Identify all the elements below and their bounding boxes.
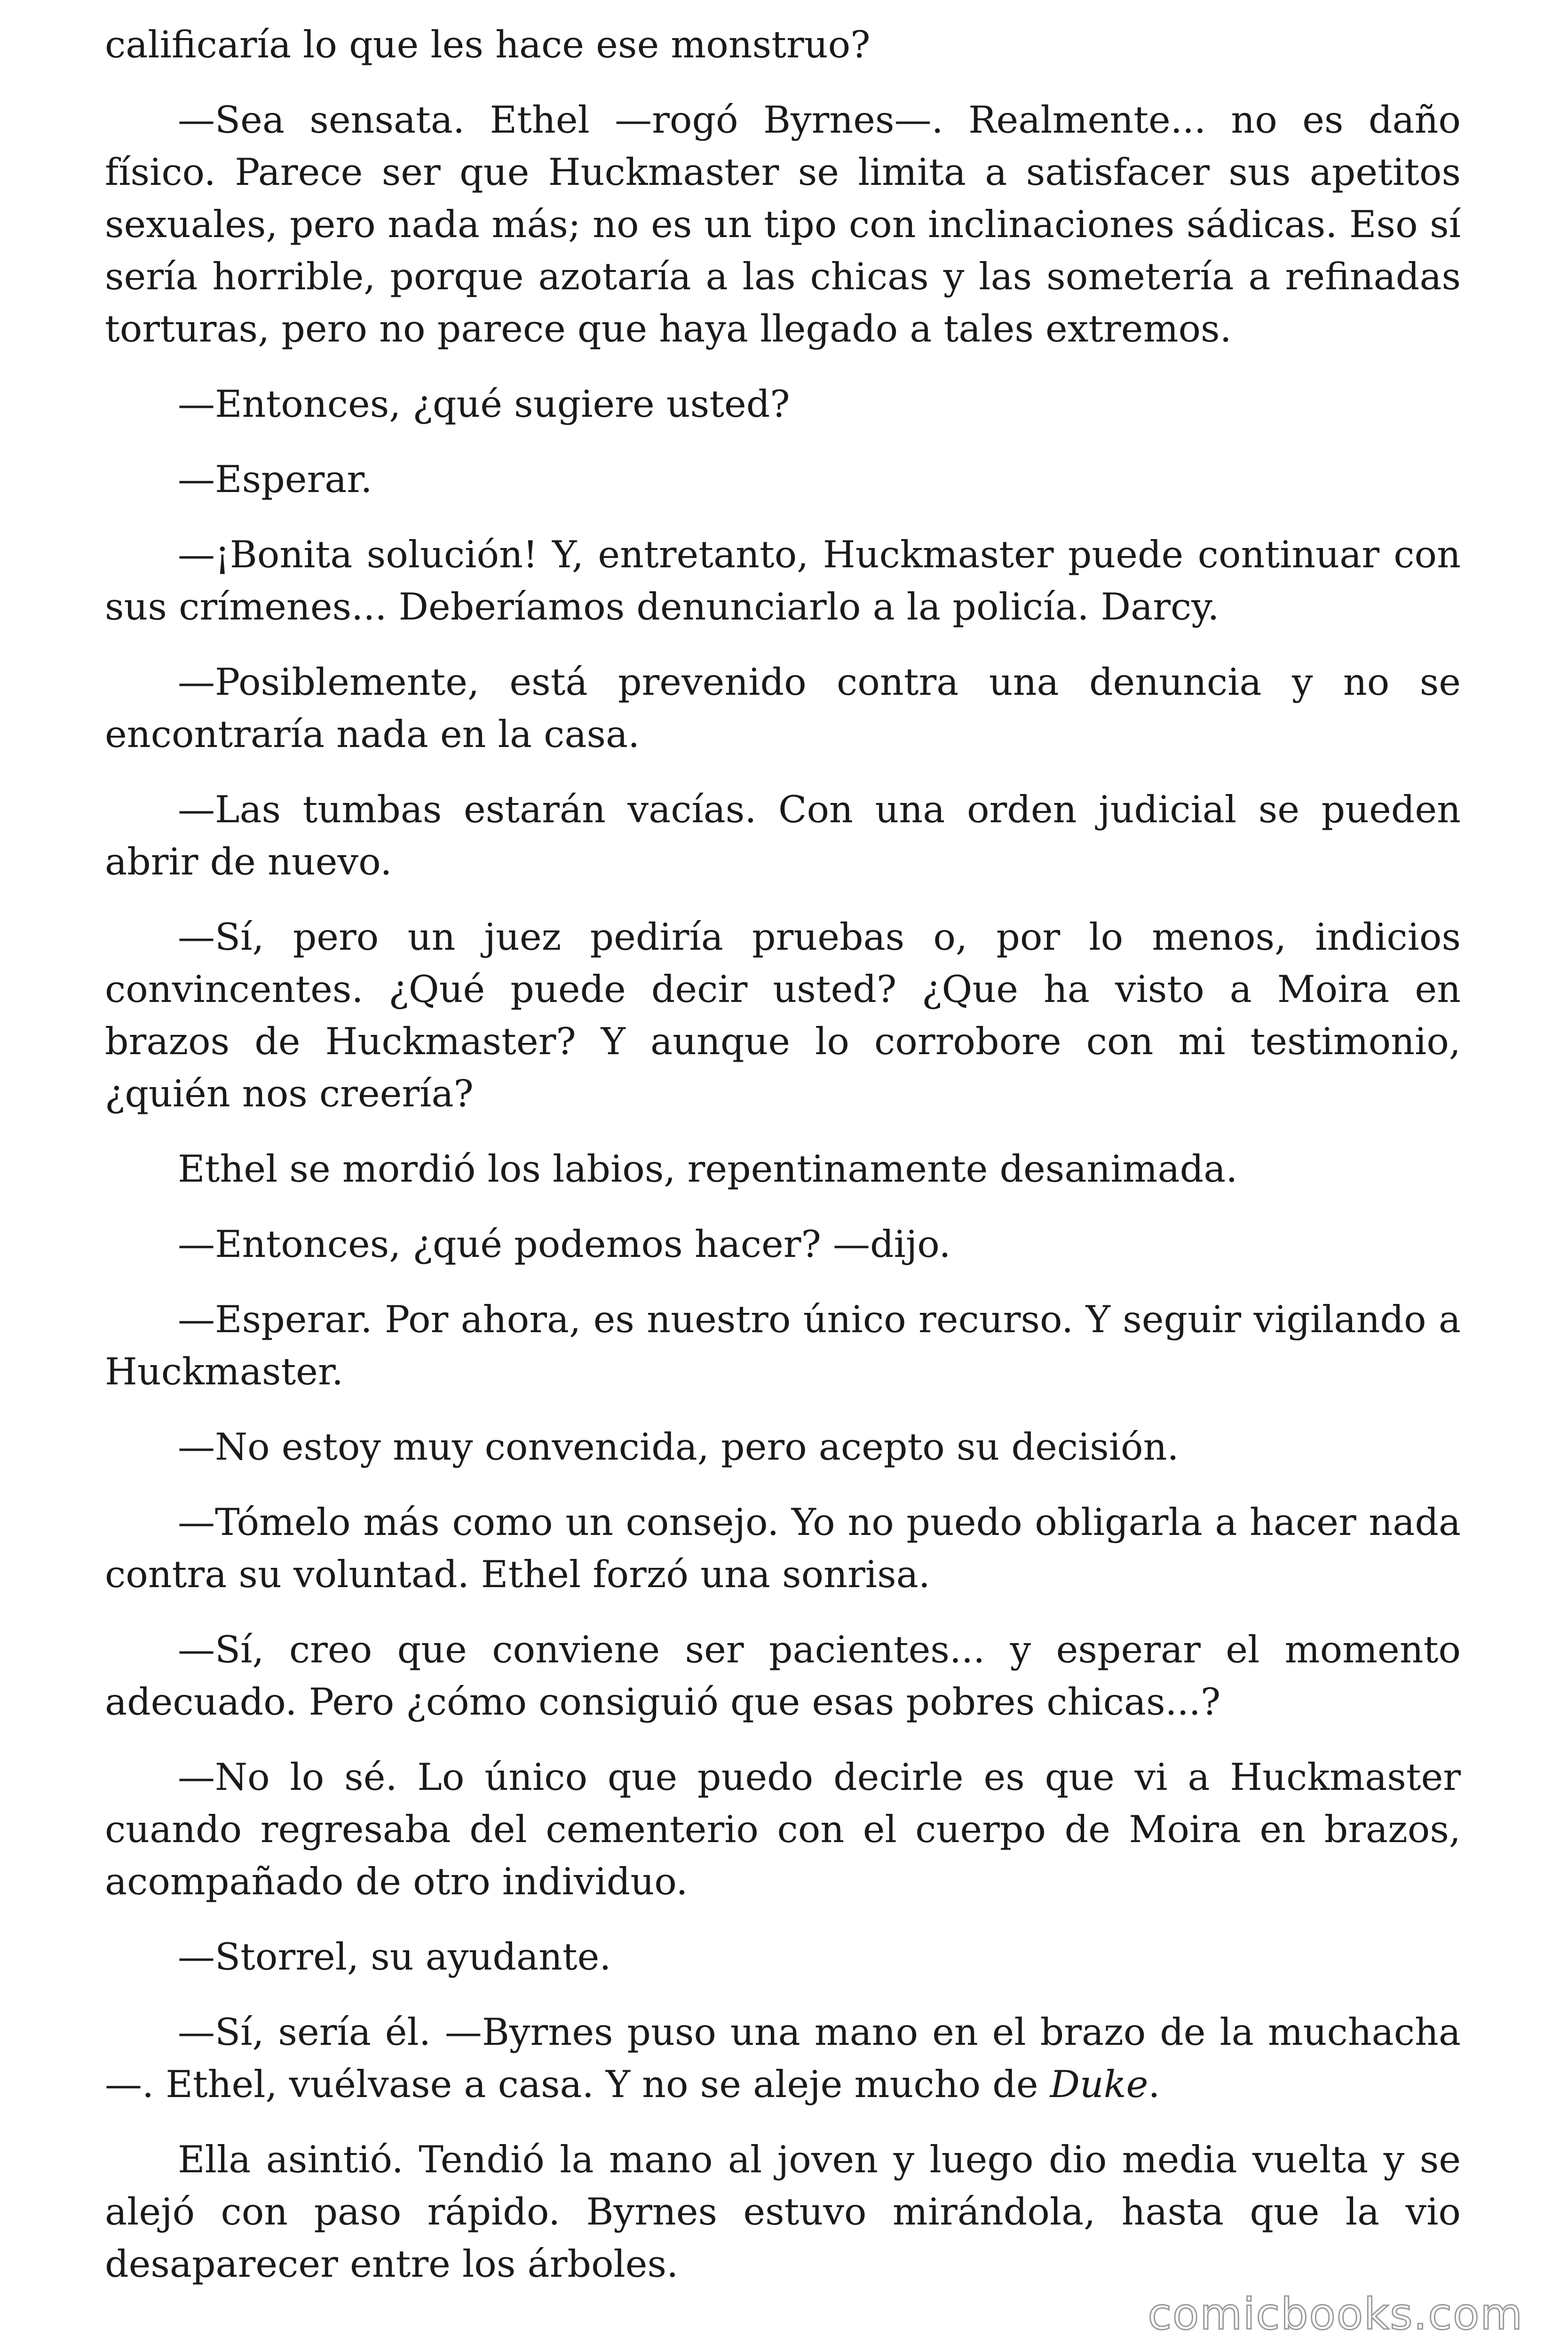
paragraph-7: —Las tumbas estarán vacías. Con una orden judicial se pueden abrir de nuevo. bbox=[105, 788, 1461, 883]
paragraph-1: calificaría lo que les hace ese monstruo? bbox=[105, 23, 871, 66]
paragraph-3: —Entonces, ¿qué sugiere usted? bbox=[178, 382, 790, 426]
paragraph-9: Ethel se mordió los labios, repentinamente desanimada. bbox=[178, 1147, 1238, 1191]
paragraph-14: —Sí, creo que conviene ser pacientes... y esperar el momento adecuado. Pero ¿cómo consiguió que esas pobres chicas...? bbox=[105, 1628, 1461, 1724]
paragraph-17-end: . bbox=[1148, 2063, 1160, 2106]
paragraph-17-text: —Sí, sería él. —Byrnes puso una mano en el brazo de la muchacha —. Ethel, vuélvase a casa. Y no se aleje mucho de bbox=[105, 2010, 1461, 2106]
paragraph-15: —No lo sé. Lo único que puedo decirle es que vi a Huckmaster cuando regresaba del cementerio con el cuerpo de Moira en brazos, acompañado de otro individuo. bbox=[105, 1756, 1461, 1903]
paragraph-16: —Storrel, su ayudante. bbox=[178, 1935, 611, 1979]
paragraph-5: —¡Bonita solución! Y, entretanto, Huckmaster puede continuar con sus crímenes... Deberíamos denunciarlo a la policía. Darcy. bbox=[105, 533, 1461, 628]
paragraph-17 bbox=[105, 2006, 1461, 2111]
paragraph-4: —Esperar. bbox=[178, 458, 372, 501]
book-page bbox=[105, 19, 1461, 2313]
paragraph-6: —Posiblemente, está prevenido contra una denuncia y no se encontraría nada en la casa. bbox=[105, 660, 1461, 756]
paragraph-18: Ella asintió. Tendió la mano al joven y luego dio media vuelta y se alejó con paso rápido. Byrnes estuvo mirándola, hasta que la vio desaparecer entre los árboles. bbox=[105, 2138, 1461, 2286]
watermark-logo: comicbooks.com bbox=[1148, 2289, 1523, 2339]
paragraph-13: —Tómelo más como un consejo. Yo no puedo obligarla a hacer nada contra su voluntad. Ethel forzó una sonrisa. bbox=[105, 1501, 1461, 1596]
paragraph-11: —Esperar. Por ahora, es nuestro único recurso. Y seguir vigilando a Huckmaster. bbox=[105, 1298, 1461, 1393]
paragraph-8: —Sí, pero un juez pediría pruebas o, por lo menos, indicios convincentes. ¿Qué puede decir usted? ¿Que ha visto a Moira en brazos de Huckmaster? Y aunque lo corrobore con mi testimonio, ¿quién nos creería? bbox=[105, 915, 1461, 1115]
paragraph-12: —No estoy muy convencida, pero acepto su decisión. bbox=[178, 1425, 1179, 1469]
paragraph-10: —Entonces, ¿qué podemos hacer? —dijo. bbox=[178, 1223, 951, 1266]
italic-name-duke: Duke bbox=[1050, 2063, 1148, 2106]
paragraph-2: —Sea sensata. Ethel —rogó Byrnes—. Realmente... no es daño físico. Parece ser que Huckmaster se limita a satisfacer sus apetitos sexuales, pero nada más; no es un tipo con inclinaciones sádicas. Eso sí sería horrible, porque azotaría a las chicas y las sometería a refinadas torturas, pero no parece que haya llegado a tales extremos. bbox=[105, 98, 1461, 350]
